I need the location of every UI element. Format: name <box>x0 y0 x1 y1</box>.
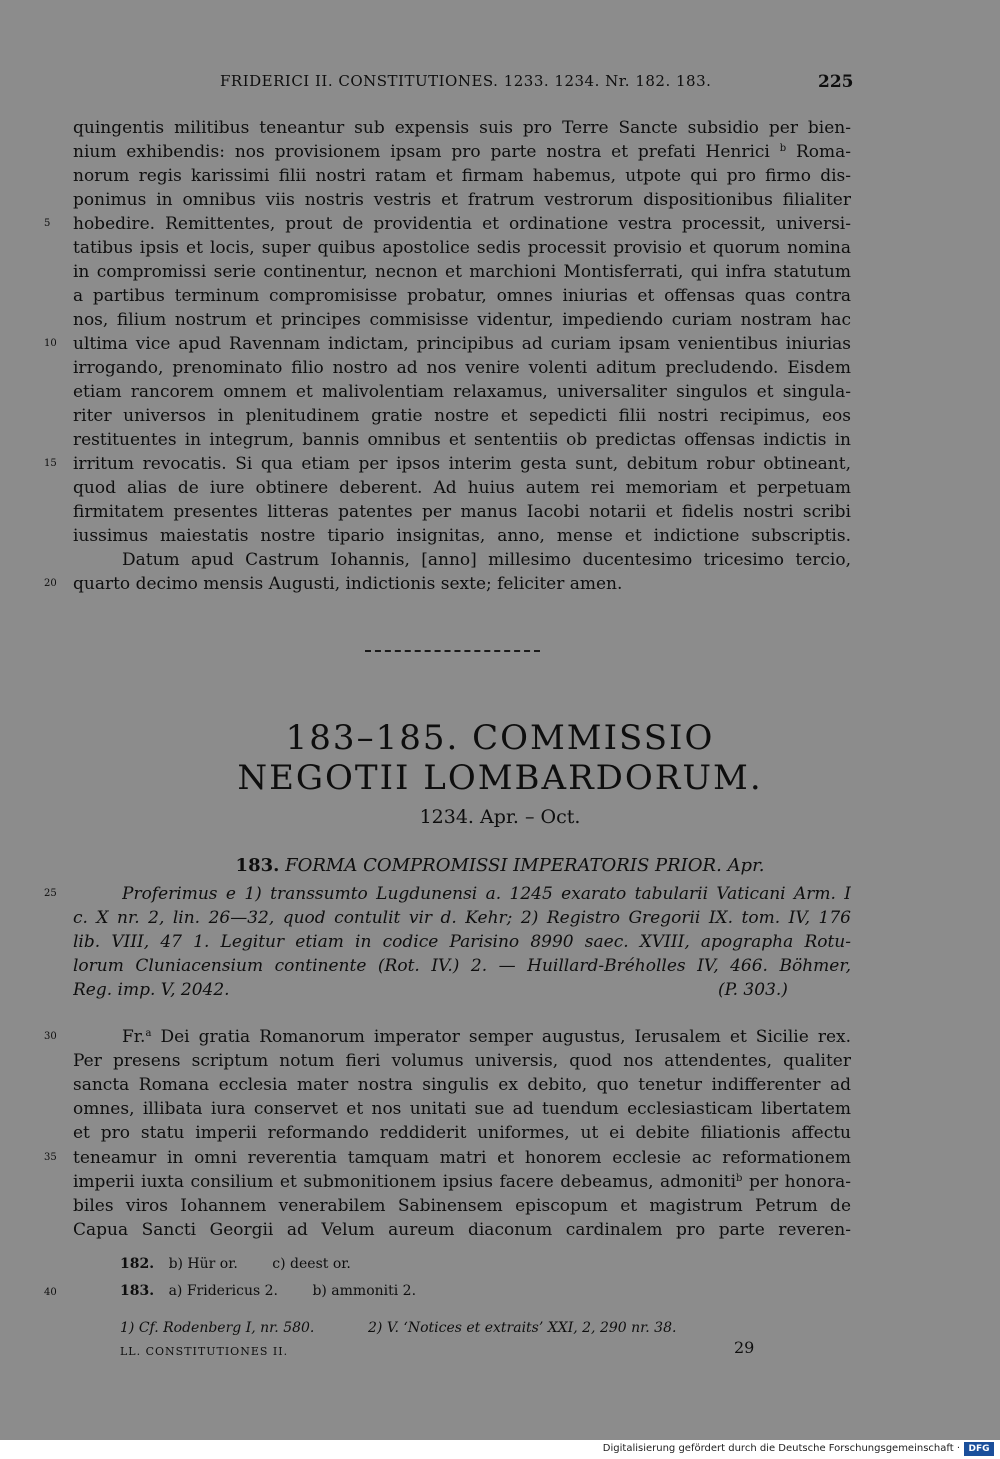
footnote-2: 2) V. ‘Notices et extraits’ XXI, 2, 290 nr. 38. <box>368 1320 677 1336</box>
text-line: et pro statu imperii reformando reddiderit uniformes, ut ei debite filiationis affectu <box>73 1123 851 1143</box>
text-line: omnes, illibata iura conservet et nos unitati sue ad tuendum ecclesiasticam libertatem <box>73 1099 851 1119</box>
section-title-line2: NEGOTII LOMBARDORUM. <box>237 758 763 798</box>
source-line: lib. VIII, 47 1. Legitur etiam in codice Parisino 8990 saec. XVIII, apographa Rotu- <box>73 932 851 952</box>
text-line: restituentes in integrum, bannis omnibus et sententiis ob predictas offensas indictis in <box>73 430 851 450</box>
dating-line: Datum apud Castrum Iohannis, [anno] millesimo ducentesimo tricesimo tercio, <box>122 550 851 570</box>
text-line: tatibus ipsis et locis, super quibus apostolice sedis processit provisio et quorum nomina <box>73 238 851 258</box>
page-number: 225 <box>818 72 854 92</box>
document-title: FORMA COMPROMISSI IMPERATORIS PRIOR. <box>285 855 722 876</box>
text-line: Capua Sancti Georgii ad Velum aureum diaconum cardinalem pro parte reveren- <box>73 1220 851 1240</box>
text-line: Per presens scriptum notum fieri volumus universis, quod nos attendentes, qualiter <box>73 1051 851 1071</box>
text-line: a partibus terminum compromisisse probatur, omnes iniurias et offensas quas contra <box>73 286 851 306</box>
text-line: nos, filium nostrum et principes commisisse videntur, impediendo curiam nostram hac <box>73 310 851 330</box>
line-number: 25 <box>44 888 57 899</box>
text-line: irritum revocatis. Si qua etiam per ipsos interim gesta sunt, debitum robur obtineant, <box>73 454 851 474</box>
text-line: nium exhibendis: nos provisionem ipsam pro parte nostra et prefati Henrici $^b$ Roma- <box>73 142 851 162</box>
text-line: Fr.$^a$ Dei gratia Romanorum imperator semper augustus, Ierusalem et Sicilie rex. <box>122 1027 851 1047</box>
document-number: 183. <box>235 855 280 876</box>
line-number: 30 <box>44 1031 57 1042</box>
document-date: Apr. <box>727 855 765 876</box>
section-separator <box>365 650 540 652</box>
footnote-marker: b <box>736 1173 743 1184</box>
document-heading <box>0 855 1000 876</box>
text-line: biles viros Iohannem venerabilem Sabinensem episcopum et magistrum Petrum de <box>73 1196 851 1216</box>
text-line: irrogando, prenominato filio nostro ad nos venire volenti aditum precludendo. Eisdem <box>73 358 851 378</box>
text-line: quarto decimo mensis Augusti, indictionis sexte; feliciter amen. <box>73 574 623 594</box>
line-number: 15 <box>44 458 57 469</box>
line-number: 35 <box>44 1152 57 1163</box>
source-line: lorum Cluniacensium continente (Rot. IV.) 2. — Huillard-Bréholles IV, 466. Böhmer, <box>73 956 851 976</box>
footnote-1: 1) Cf. Rodenberg I, nr. 580. <box>120 1320 315 1336</box>
text-line: riter universos in plenitudinem gratie nostre et sepedicti filii nostri recipimus, eos <box>73 406 851 426</box>
text-line: firmitatem presentes litteras patentes per manus Iacobi notarii et fidelis nostri scribi <box>73 502 851 522</box>
text-line: ponimus in omnibus viis nostris vestris et fratrum vestrorum dispositionibus filialiter <box>73 190 851 210</box>
text-line: hobedire. Remittentes, prout de providentia et ordinatione vestra processit, universi- <box>73 214 851 234</box>
section-title-line1: 183–185. COMMISSIO <box>285 718 715 758</box>
text-line: ultima vice apud Ravennam indictam, principibus ad curiam ipsam venientibus iniurias <box>73 334 851 354</box>
apparatus-183: 183. a) Fridericus 2. b) ammoniti 2. <box>120 1283 417 1299</box>
footnote-marker: b <box>779 143 787 154</box>
text-line: iussimus maiestatis nostre tipario insignitas, anno, mense et indictione subscriptis. <box>73 526 851 546</box>
text-line: sancta Romana ecclesia mater nostra singulis ex debito, quo tenetur indifferenter ad <box>73 1075 851 1095</box>
source-line: c. X nr. 2, lin. 26—32, quod contulit vir d. Kehr; 2) Registro Gregorii IX. tom. IV, 176 <box>73 908 851 928</box>
source-line: Reg. imp. V, 2042. <box>73 980 230 1000</box>
dfg-banner <box>0 1440 1000 1459</box>
text-line: imperii iuxta consilium et submonitionem ipsius facere debeamus, admoniti$^b$ per honora- <box>73 1172 851 1192</box>
text-line: quod alias de iure obtinere deberent. Ad huius autem rei memoriam et perpetuam <box>73 478 851 498</box>
apparatus-182: 182. b) Hür or. c) deest or. <box>120 1256 351 1272</box>
footnote-marker: a <box>145 1028 152 1039</box>
dfg-logo: DFG <box>964 1442 994 1456</box>
line-number: 40 <box>44 1287 57 1298</box>
text-line: norum regis karissimi filii nostri ratam et firmam habemus, utpote qui pro firmo dis- <box>73 166 851 186</box>
line-number: 10 <box>44 338 57 349</box>
section-dates: 1234. Apr. – Oct. <box>419 806 581 828</box>
text-line: in compromissi serie continentur, necnon et marchioni Montisferrati, qui infra statutum <box>73 262 851 282</box>
line-number: 20 <box>44 578 57 589</box>
running-header: FRIDERICI II. CONSTITUTIONES. 1233. 1234. Nr. 182. 183. <box>220 72 712 90</box>
dfg-credit: Digitalisierung gefördert durch die Deutsche Forschungsgemeinschaft · <box>602 1443 960 1454</box>
text-line: etiam rancorem omnem et malivolentiam relaxamus, universaliter singulos et singula- <box>73 382 851 402</box>
line-number: 5 <box>44 218 51 229</box>
source-reference: (P. 303.) <box>718 980 788 1000</box>
text-line: quingentis militibus teneantur sub expensis suis pro Terre Sancte subsidio per bien- <box>73 118 851 138</box>
series-label: LL. CONSTITUTIONES II. <box>120 1345 289 1358</box>
source-line: Proferimus e 1) transsumto Lugdunensi a. 1245 exarato tabularii Vaticani Arm. I <box>122 884 851 904</box>
text-line: teneamur in omni reverentia tamquam matri et honorem ecclesie ac reformationem <box>73 1148 851 1168</box>
signature-number: 29 <box>734 1338 755 1357</box>
